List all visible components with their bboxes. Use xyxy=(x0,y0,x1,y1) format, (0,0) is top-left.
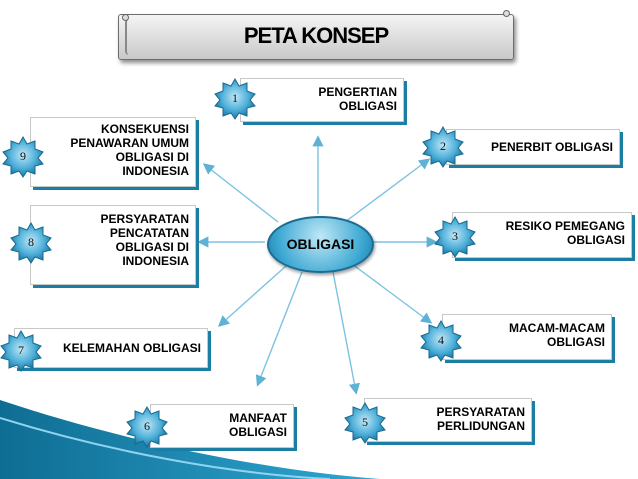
badge-9 xyxy=(2,136,44,178)
badge-4 xyxy=(420,320,462,362)
node-8-box xyxy=(30,205,196,285)
node-1-box xyxy=(240,78,404,122)
node-5-line-1: PERSYARATAN xyxy=(436,405,525,419)
center-label: OBLIGASI xyxy=(286,236,355,252)
node-9-box xyxy=(30,117,196,187)
node-3-box xyxy=(452,212,632,258)
node-7-box xyxy=(14,328,208,368)
arrow-6 xyxy=(258,272,302,384)
title-banner xyxy=(118,14,514,60)
node-6-line-2: OBLIGASI xyxy=(228,425,287,439)
node-5-line-2: PERLIDUNGAN xyxy=(436,419,525,433)
node-8-line-2: PENCATATAN xyxy=(109,226,189,240)
node-3-line-1: RESIKO PEMEGANG xyxy=(505,219,625,233)
node-4-line-1: MACAM-MACAM xyxy=(509,321,605,335)
scroll-dot-left xyxy=(122,14,129,21)
arrow-4 xyxy=(352,264,430,322)
badge-6-number: 6 xyxy=(144,419,150,433)
node-6-box xyxy=(150,404,294,448)
badge-2-number: 2 xyxy=(440,139,446,153)
page-title: PETA KONSEP xyxy=(243,23,389,48)
badge-6 xyxy=(126,406,168,448)
node-8-line-3: OBLIGASI DI xyxy=(115,240,189,254)
node-2-box xyxy=(446,129,620,165)
badge-9-number: 9 xyxy=(20,149,26,163)
badge-5 xyxy=(344,402,386,444)
scroll-dot-right xyxy=(503,10,510,17)
badge-3 xyxy=(434,216,476,258)
node-9-line-4: INDONESIA xyxy=(122,164,189,178)
node-9-line-1: KONSEKUENSI xyxy=(100,122,189,136)
badge-2 xyxy=(422,126,464,168)
node-8-line-1: PERSYARATAN xyxy=(100,212,189,226)
node-2-line-1: PENERBIT OBLIGASI xyxy=(490,140,613,154)
node-9-line-2: PENAWARAN UMUM xyxy=(70,136,189,150)
node-9-line-3: OBLIGASI DI xyxy=(115,150,189,164)
arrow-7 xyxy=(220,266,286,325)
badge-7 xyxy=(0,330,42,372)
arrow-9 xyxy=(205,165,278,222)
node-1-line-1: PENGERTIAN xyxy=(318,85,397,99)
badge-1-number: 1 xyxy=(232,91,238,105)
badge-5-number: 5 xyxy=(362,415,368,429)
node-1-line-2: OBLIGASI xyxy=(338,99,397,113)
node-5-box xyxy=(364,398,532,442)
center-node xyxy=(267,216,374,273)
badge-3-number: 3 xyxy=(452,229,458,243)
badge-8-number: 8 xyxy=(28,235,34,249)
node-3-line-2: OBLIGASI xyxy=(566,233,625,247)
node-8-line-4: INDONESIA xyxy=(122,254,189,268)
badge-1 xyxy=(214,78,256,120)
node-4-line-2: OBLIGASI xyxy=(546,335,605,349)
badge-7-number: 7 xyxy=(18,343,24,357)
badge-8 xyxy=(10,222,52,264)
badge-4-number: 4 xyxy=(438,333,444,347)
arrow-2 xyxy=(345,160,428,222)
node-6-line-1: MANFAAT xyxy=(229,411,287,425)
node-7-line-1: KELEMAHAN OBLIGASI xyxy=(63,341,201,355)
arrow-5 xyxy=(333,272,356,392)
node-4-box xyxy=(442,314,612,360)
